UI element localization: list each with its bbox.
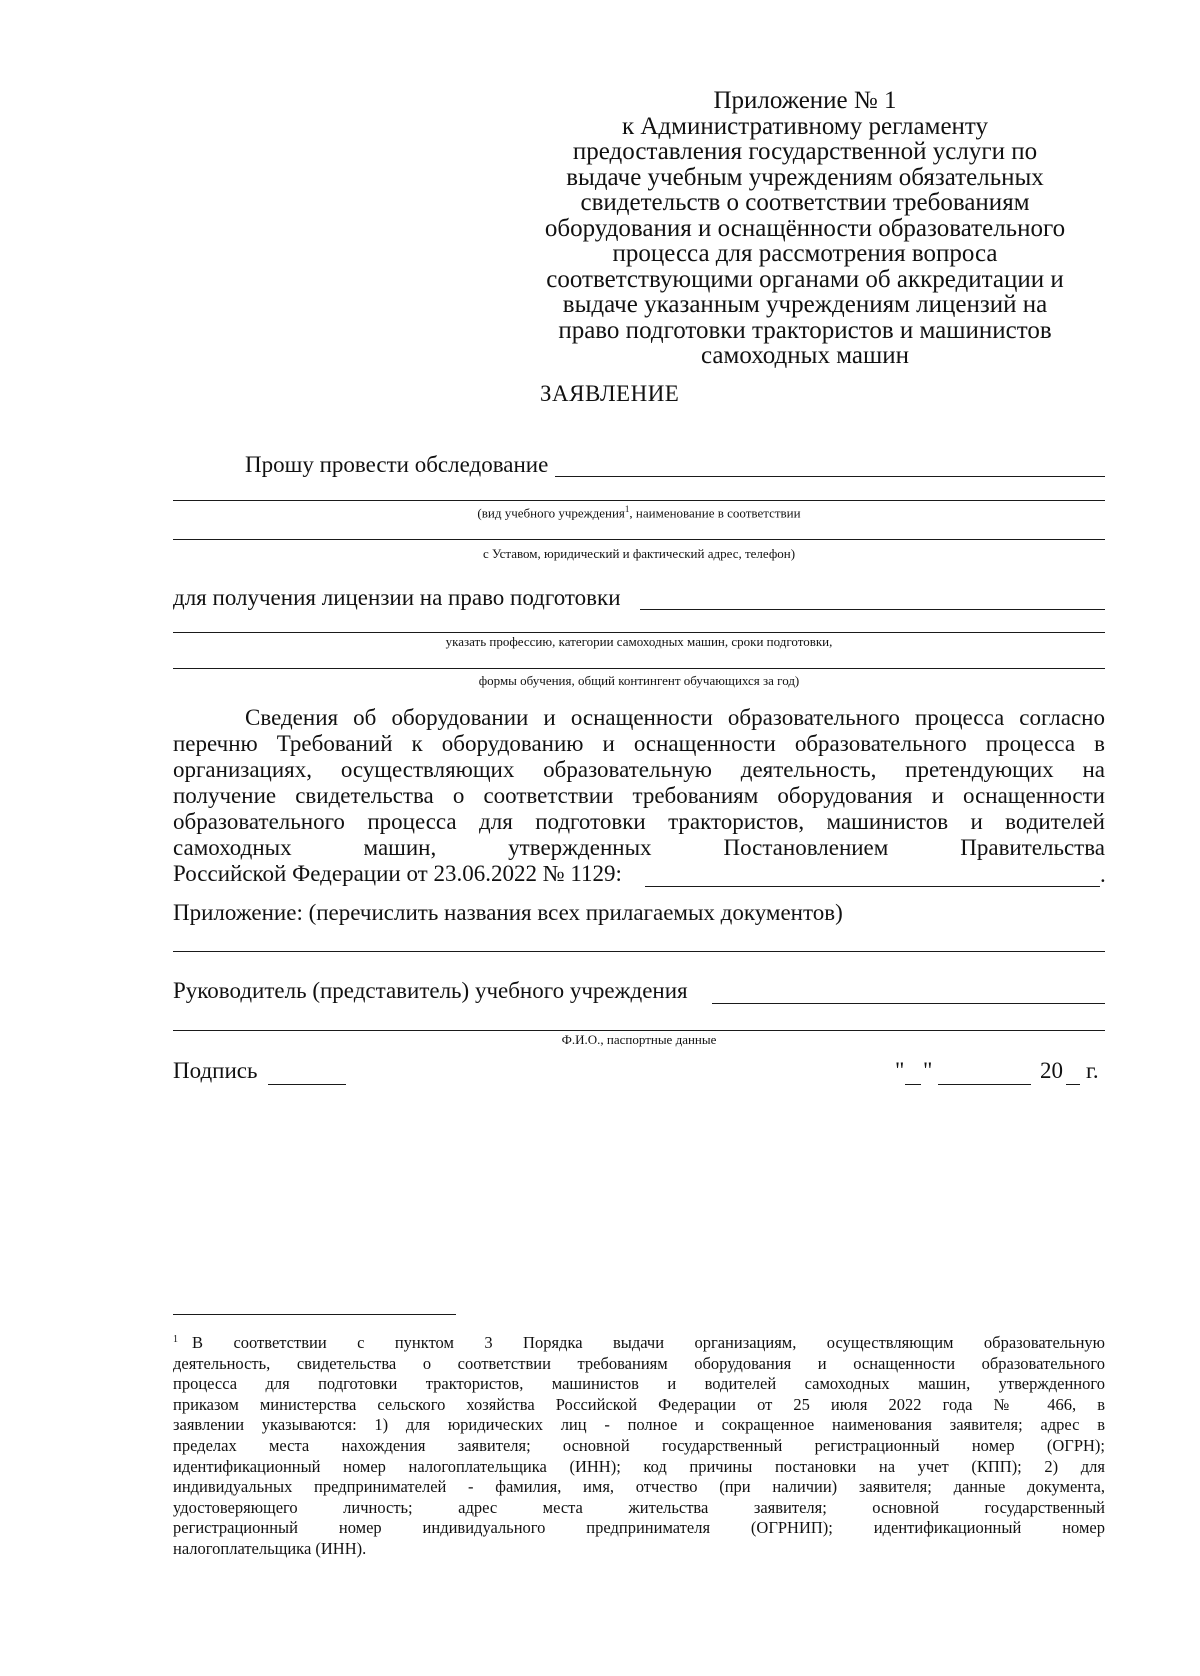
document-title: ЗАЯВЛЕНИЕ	[540, 381, 680, 406]
appendix-line: выдаче учебным учреждениям обязательных	[566, 163, 1044, 191]
survey-hint-2: с Уставом, юридический и фактический адрес, телефон)	[482, 546, 796, 561]
footnote-line: индивидуальных предпринимателей - фамилия, имя, отчество (при наличии) заявителя; данные документа,	[173, 1477, 1105, 1497]
survey-label: Прошу провести обследование	[245, 452, 549, 477]
footnote-marker: 1	[173, 1334, 178, 1345]
equipment-paragraph	[173, 705, 1105, 887]
license-hint-2: формы обучения, общий контингент обучающихся за год)	[478, 673, 800, 688]
paragraph-line: получение свидетельства о соответствии требованиям оборудования и оснащенности	[173, 783, 1105, 808]
paragraph-line: перечню Требований к оборудованию и оснащенности образовательного процесса в	[173, 731, 1105, 756]
appendix-line: оборудования и оснащённости образовательного	[544, 214, 1066, 242]
date-month-field[interactable]	[938, 1084, 1031, 1085]
equipment-field[interactable]	[645, 886, 1100, 887]
footnote-line: регистрационный номер индивидуального предпринимателя (ОГРНИП); идентификационный номер	[173, 1518, 1105, 1538]
attachment-field[interactable]	[173, 951, 1105, 952]
footnote	[173, 1330, 1105, 1560]
footnote-line: удостоверяющего личность; адрес места жительства заявителя; основной государственный	[173, 1497, 1105, 1517]
date-year-prefix: 20	[1040, 1058, 1063, 1083]
footnote-line: пределах места нахождения заявителя; основной государственный регистрационный номер (ОГРН);	[173, 1435, 1105, 1455]
license-field[interactable]	[640, 609, 1105, 610]
paragraph-line: образовательного процесса для подготовки трактористов, машинистов и водителей	[173, 809, 1105, 834]
paragraph-line: организациях, осуществляющих образовательную деятельность, претендующих на	[173, 757, 1105, 782]
date-suffix: г.	[1086, 1058, 1099, 1083]
date-year-field[interactable]	[1066, 1084, 1080, 1085]
appendix-line: процесса для рассмотрения вопроса	[612, 240, 998, 267]
footnote-line-last: налогоплательщика (ИНН).	[173, 1538, 367, 1558]
license-field-line-2[interactable]	[173, 632, 1105, 633]
footnote-divider	[173, 1314, 456, 1315]
head-field-line-2[interactable]	[173, 1030, 1105, 1031]
survey-field-line-2[interactable]	[173, 500, 1105, 501]
date-quote-open: "	[895, 1058, 905, 1083]
footnote-line: процесса для подготовки трактористов, машинистов и водителей самоходных машин, утвержденного	[173, 1374, 1105, 1394]
equipment-end-mark: .	[1100, 862, 1106, 887]
survey-hint-1: (вид учебного учреждения$^1$, наименование в соответствии	[477, 504, 801, 521]
head-label: Руководитель (представитель) учебного учреждения	[173, 978, 688, 1003]
appendix-line: право подготовки трактористов и машинистов	[558, 316, 1052, 344]
appendix-line: свидетельств о соответствии требованиям	[580, 189, 1030, 216]
signature-label: Подпись	[173, 1058, 258, 1083]
appendix-line: к Административному регламенту	[621, 112, 989, 140]
license-field-line-3[interactable]	[173, 668, 1105, 669]
appendix-line: самоходных машин	[701, 342, 909, 369]
paragraph-line: Сведения об оборудовании и оснащенности образовательного процесса согласно	[245, 705, 1105, 730]
appendix-line: выдаче указанным учреждениям лицензий на	[562, 291, 1048, 318]
date-quote-close: "	[923, 1058, 933, 1083]
appendix-line: соответствующими органами об аккредитации и	[546, 265, 1064, 293]
paragraph-line-last: Российской Федерации от 23.06.2022 № 1129:	[173, 861, 622, 886]
paragraph-line: самоходных машин, утвержденных Постановлением Правительства	[173, 835, 1105, 860]
license-hint-1: указать профессию, категории самоходных машин, сроки подготовки,	[445, 634, 833, 649]
footnote-line: деятельность, свидетельства о соответствии требованиям оборудования и оснащенности образовательного	[173, 1353, 1105, 1373]
footnote-line: заявлении указываются: 1) для юридических лиц - полное и сокращенное наименования заявителя; адрес в	[173, 1415, 1105, 1435]
footnote-line: $^1$ В соответствии с пунктом 3 Порядка выдачи организациям, осуществляющим образовательную	[173, 1333, 1105, 1352]
head-hint: Ф.И.О., паспортные данные	[561, 1032, 717, 1047]
signature-field[interactable]	[268, 1084, 346, 1085]
survey-field[interactable]	[555, 476, 1105, 477]
appendix-line: предоставления государственной услуги по	[572, 138, 1038, 165]
appendix-header	[500, 88, 1110, 369]
appendix-line: Приложение № 1	[713, 87, 897, 114]
footnote-line: идентификационный номер налогоплательщика (ИНН); код причины постановки на учет (КПП); 2) для	[173, 1456, 1105, 1476]
attachment-label: Приложение: (перечислить названия всех прилагаемых документов)	[173, 900, 843, 925]
footnote-line: приказом министерства сельского хозяйства Российской Федерации от 25 июля 2022 года № 466, в	[173, 1394, 1105, 1414]
date-day-field[interactable]	[905, 1084, 921, 1085]
survey-field-line-3[interactable]	[173, 539, 1105, 540]
license-label: для получения лицензии на право подготовки	[173, 585, 621, 610]
head-field[interactable]	[712, 1003, 1105, 1004]
